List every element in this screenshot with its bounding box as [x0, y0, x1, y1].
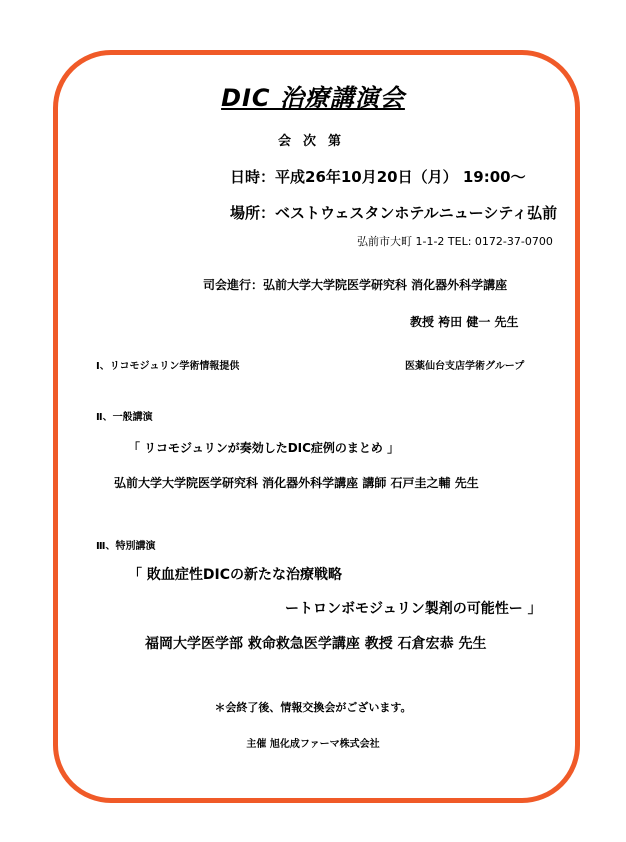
section-2-heading: Ⅱ、一般講演	[96, 412, 153, 423]
event-datetime: 日時：平成26年10月20日（月） 19:00～	[230, 168, 526, 186]
event-venue: 場所：ベストウェスタンホテルニューシティ弘前	[230, 204, 558, 222]
program-subtitle: 会次第	[278, 134, 354, 149]
section-1-heading: Ⅰ、リコモジュリン学術情報提供	[96, 361, 240, 372]
section-3-speaker: 福岡大学医学部 救命救急医学講座 教授 石倉宏恭 先生	[145, 636, 487, 652]
section-1-provider: 医薬仙台支店学術グループ	[405, 361, 525, 372]
section-3-topic-line2: ートロンボモジュリン製剤の可能性ー 」	[285, 601, 542, 617]
orange-rounded-frame	[53, 50, 580, 803]
venue-address: 弘前市大町 1-1-2 TEL: 0172-37-0700	[357, 235, 553, 248]
section-2-speaker: 弘前大学大学院医学研究科 消化器外科学講座 講師 石戸圭之輔 先生	[114, 476, 479, 490]
section-3-topic-line1: 「 敗血症性DICの新たな治療戦略	[128, 567, 342, 583]
section-3-heading: Ⅲ、特別講演	[96, 541, 156, 552]
closing-note: ＊会終了後、情報交換会がございます。	[214, 701, 412, 714]
page-title: DIC 治療講演会	[221, 84, 405, 112]
sponsor-line: 主催 旭化成ファーマ株式会社	[246, 739, 380, 750]
section-2-topic: 「 リコモジュリンが奏効したDIC症例のまとめ 」	[128, 441, 400, 455]
moderator-name: 教授 袴田 健一 先生	[410, 315, 519, 329]
moderator-affiliation: 司会進行：弘前大学大学院医学研究科 消化器外科学講座	[203, 278, 508, 292]
